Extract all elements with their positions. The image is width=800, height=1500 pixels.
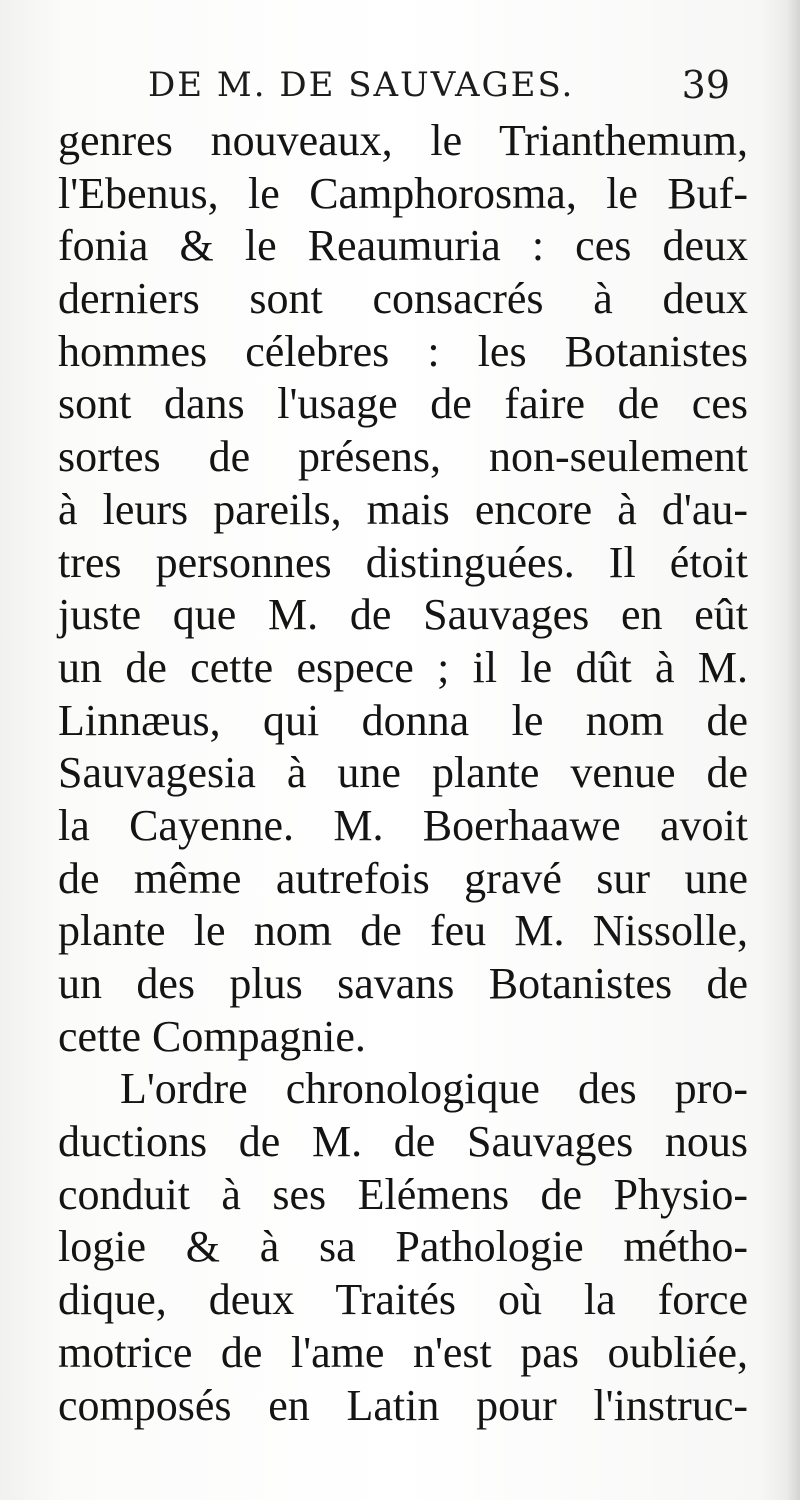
body-text (58, 115, 748, 1432)
text-line: conduit à ses Elémens de Physio- (58, 1169, 748, 1219)
text-line: hommes célebres : les Botanistes (58, 326, 748, 376)
text-line: un de cette espece ; il le dût à M. (58, 642, 748, 692)
text-line: cette Compagnie. (58, 1011, 366, 1061)
text-line: juste que M. de Sauvages en eût (58, 590, 748, 640)
page-number: 39 (681, 63, 730, 107)
text-line: sont dans l'usage de faire de ces (58, 379, 748, 429)
text-line: logie & à sa Pathologie métho- (58, 1222, 748, 1272)
text-line: à leurs pareils, mais encore à d'au- (58, 484, 748, 534)
text-line: L'ordre chronologique des pro- (120, 1064, 748, 1114)
text-line: tres personnes distinguées. Il étoit (58, 537, 748, 587)
running-title: DE M. DE SAUVAGES. (148, 65, 575, 105)
text-line: genres nouveaux, le Trianthemum, (58, 116, 748, 165)
text-line: fonia & le Reaumuria : ces deux (58, 221, 748, 271)
text-line: sortes de présens, non-seulement (58, 432, 748, 482)
text-line: plante le nom de feu M. Nissolle, (58, 906, 748, 956)
page-header (148, 60, 730, 110)
text-line: dique, deux Traités où la force (58, 1275, 748, 1325)
text-line: ductions de M. de Sauvages nous (58, 1117, 748, 1167)
text-line: Linnæus, qui donna le nom de (58, 695, 748, 745)
text-line: composés en Latin pour l'instruc- (58, 1380, 748, 1430)
text-line: derniers sont consacrés à deux (58, 274, 748, 324)
text-line: de même autrefois gravé sur une (58, 853, 748, 903)
text-line: Sauvagesia à une plante venue de (58, 748, 748, 798)
text-line: motrice de l'ame n'est pas oubliée, (58, 1327, 748, 1377)
text-line: un des plus savans Botanistes de (58, 959, 748, 1008)
page-edge-shadow (786, 0, 800, 1500)
text-line: l'Ebenus, le Camphorosma, le Buf- (58, 168, 748, 218)
text-line: la Cayenne. M. Boerhaawe avoit (58, 800, 748, 850)
